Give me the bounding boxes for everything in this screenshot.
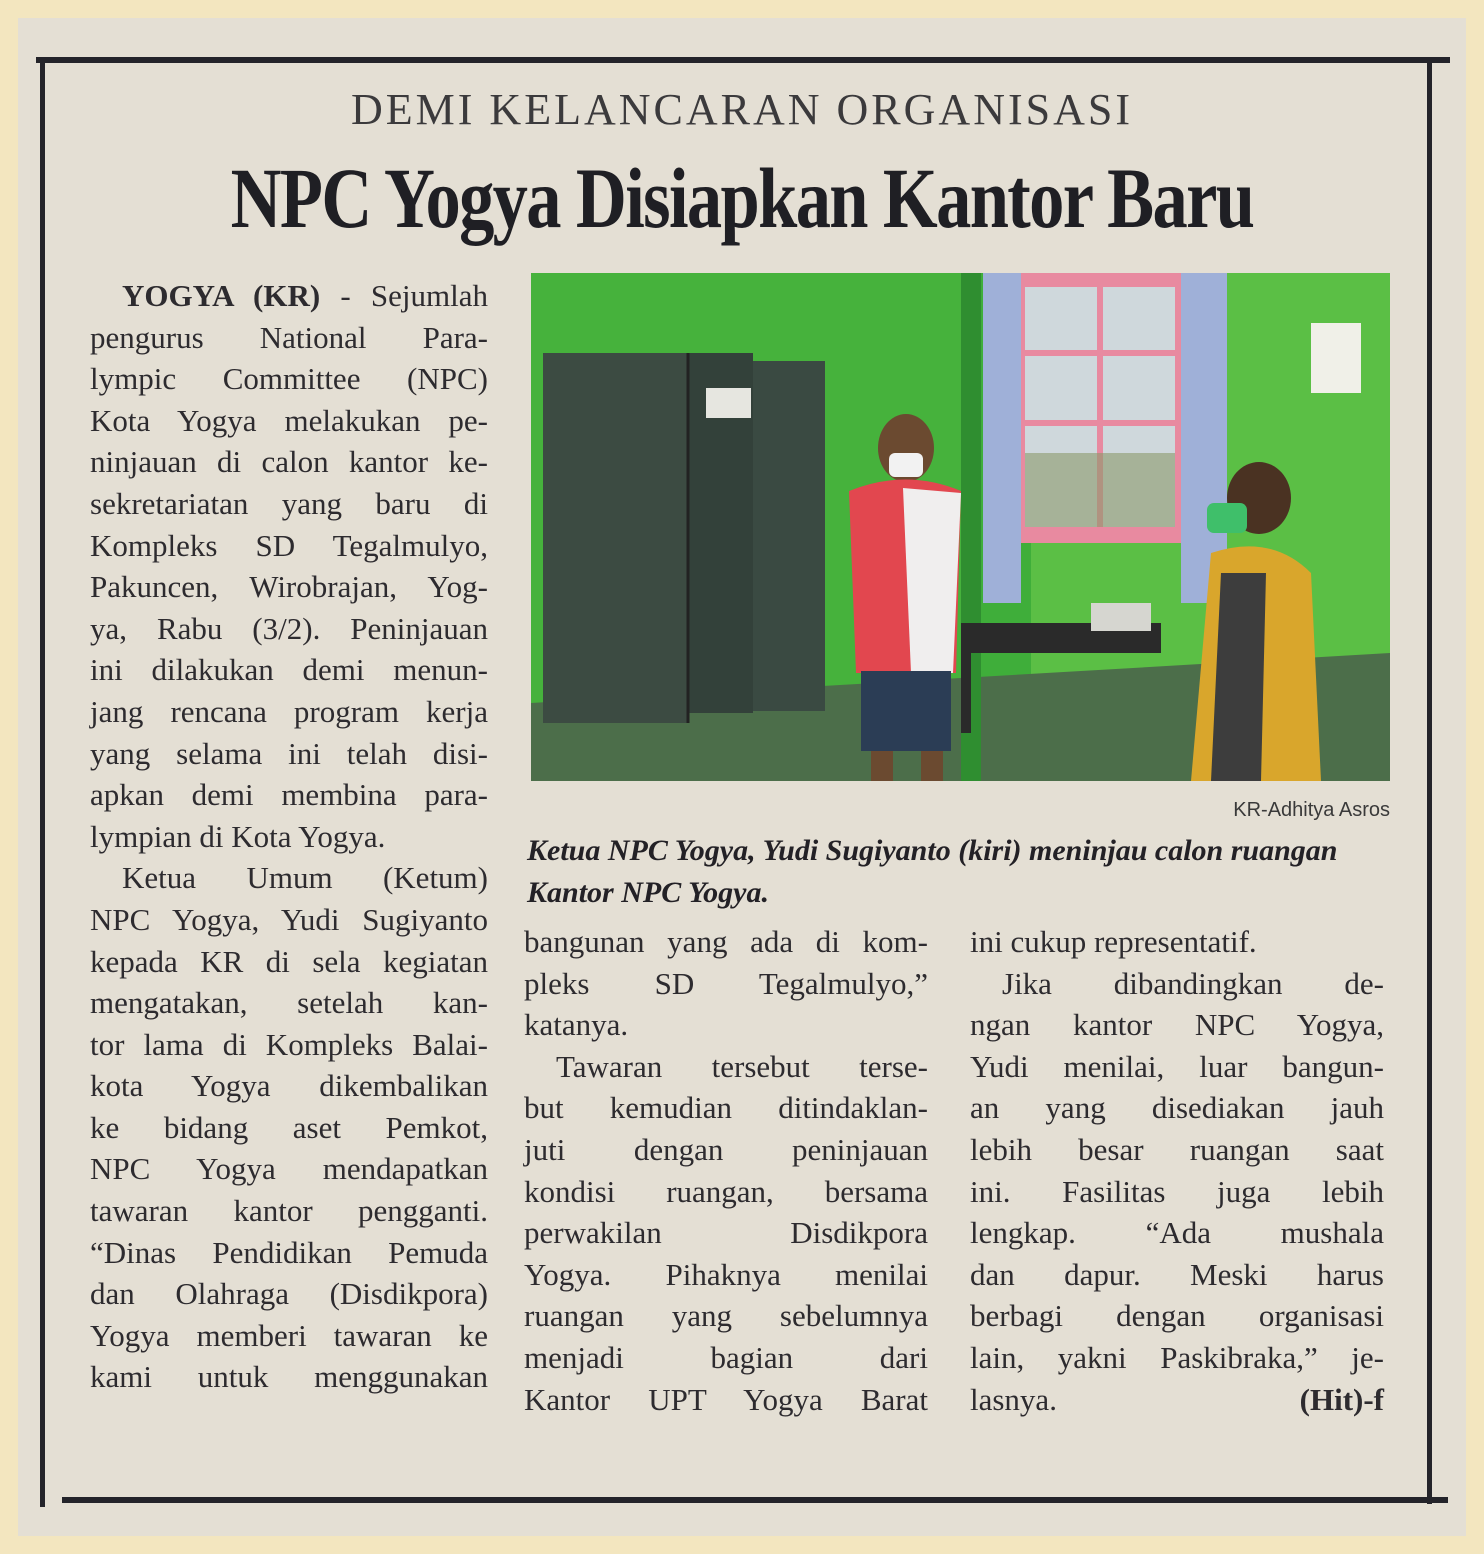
text-line: mengatakan, setelah kan- <box>90 985 488 1021</box>
dateline: YOGYA (KR) <box>122 278 321 313</box>
text-line: berbagi dengan organisasi <box>970 1298 1384 1334</box>
text-line: perwakilan Disdikpora <box>524 1215 928 1251</box>
text-line: katanya. <box>524 1007 629 1043</box>
paragraph-3 <box>524 921 928 1046</box>
text-line: ngan kantor NPC Yogya, <box>970 1007 1384 1043</box>
text-line: pleks SD Tegalmulyo,” <box>524 965 928 1001</box>
text-line: an yang disediakan jauh <box>970 1090 1384 1126</box>
text-line: dan dapur. Meski harus <box>970 1256 1384 1292</box>
text-line: “Dinas Pendidikan Pemuda <box>90 1234 488 1270</box>
text-line: YOGYA (KR) - Sejumlah <box>122 278 489 313</box>
byline: (Hit)-f <box>1299 1381 1384 1417</box>
text-line: menjadi bagian dari <box>524 1339 928 1375</box>
text-line: ke bidang aset Pemkot, <box>90 1109 488 1145</box>
article-column-1 <box>90 275 488 1398</box>
text-line: lympian di Kota Yogya. <box>90 818 386 854</box>
text-line: kondisi ruangan, bersama <box>524 1173 928 1209</box>
text-line: Ketua Umum (Ketum) <box>122 860 488 896</box>
text-line: Yogya memberi tawaran ke <box>90 1317 488 1353</box>
text-line: lengkap. “Ada mushala <box>970 1215 1384 1251</box>
text-line: apkan demi membina para- <box>90 777 488 813</box>
photo-caption: Ketua NPC Yogya, Yudi Sugiyanto (kiri) meninjau calon ruangan Kantor NPC Yogya. <box>527 834 1338 909</box>
frame-rule-left <box>40 57 45 1507</box>
text-line: sekretariatan yang baru di <box>90 485 488 521</box>
paragraph-4 <box>524 1046 928 1420</box>
text-line: kami untuk menggunakan <box>90 1359 488 1395</box>
text-line: lympic Committee (NPC) <box>90 361 488 397</box>
text-line: NPC Yogya mendapatkan <box>90 1151 488 1187</box>
frame-rule-top <box>36 57 1450 63</box>
kicker: DEMI KELANCARAN ORGANISASI <box>351 85 1133 134</box>
text-line: but kemudian ditindaklan- <box>524 1090 928 1126</box>
text-line: lebih besar ruangan saat <box>970 1131 1384 1167</box>
text-line: Yogya. Pihaknya menilai <box>524 1256 928 1292</box>
paragraph-2 <box>90 857 488 1398</box>
text-line: yang selama ini telah disi- <box>90 735 488 771</box>
text-line: Yudi menilai, luar bangun- <box>970 1048 1384 1084</box>
text-line: dan Olahraga (Disdikpora) <box>90 1276 488 1312</box>
text-line: Tawaran tersebut terse- <box>556 1048 928 1084</box>
paragraph-5 <box>970 921 1384 963</box>
frame-rule-bottom <box>62 1497 1448 1503</box>
text-line: jang rencana program kerja <box>90 693 488 729</box>
text-line: ninjauan di calon kantor ke- <box>90 444 488 480</box>
paragraph-1 <box>90 275 488 857</box>
headline: NPC Yogya Disiapkan Kantor Baru <box>230 150 1254 246</box>
text-line: bangunan yang ada di kom- <box>524 924 928 959</box>
text-line: lain, yakni Paskibraka,” je- <box>970 1339 1384 1375</box>
text-line: Kompleks SD Tegalmulyo, <box>90 527 488 563</box>
text-line: NPC Yogya, Yudi Sugiyanto <box>90 901 488 937</box>
text-line: lasnya. (Hit)-f <box>970 1379 1384 1421</box>
text-line: Pakuncen, Wirobrajan, Yog- <box>90 569 488 605</box>
text-line: ini dilakukan demi menun- <box>90 652 488 688</box>
text-line: kepada KR di sela kegiatan <box>90 943 488 979</box>
text-line: kota Yogya dikembalikan <box>90 1068 488 1104</box>
text-line: Kantor UPT Yogya Barat <box>524 1381 928 1417</box>
text-line: Kota Yogya melakukan pe- <box>90 402 488 438</box>
photo-credit: KR-Adhitya Asros <box>1233 799 1390 821</box>
text-line: tawaran kantor pengganti. <box>90 1193 488 1229</box>
text-line: tor lama di Kompleks Balai- <box>90 1026 488 1062</box>
article-column-3 <box>970 921 1384 1420</box>
article-column-2 <box>524 921 928 1420</box>
text-line: juti dengan peninjauan <box>524 1131 928 1167</box>
text-line: ini. Fasilitas juga lebih <box>970 1173 1384 1209</box>
frame-rule-right <box>1427 57 1432 1504</box>
text-line: ya, Rabu (3/2). Peninjauan <box>90 610 488 646</box>
text-line: pengurus National Para- <box>90 319 488 355</box>
text-line: ini cukup representatif. <box>970 924 1257 959</box>
text-line: Jika dibandingkan de- <box>1002 965 1384 1001</box>
text-line: ruangan yang sebelumnya <box>524 1298 928 1334</box>
paragraph-6 <box>970 963 1384 1421</box>
article-photo <box>531 273 1390 781</box>
office-room-photo <box>531 273 1390 781</box>
